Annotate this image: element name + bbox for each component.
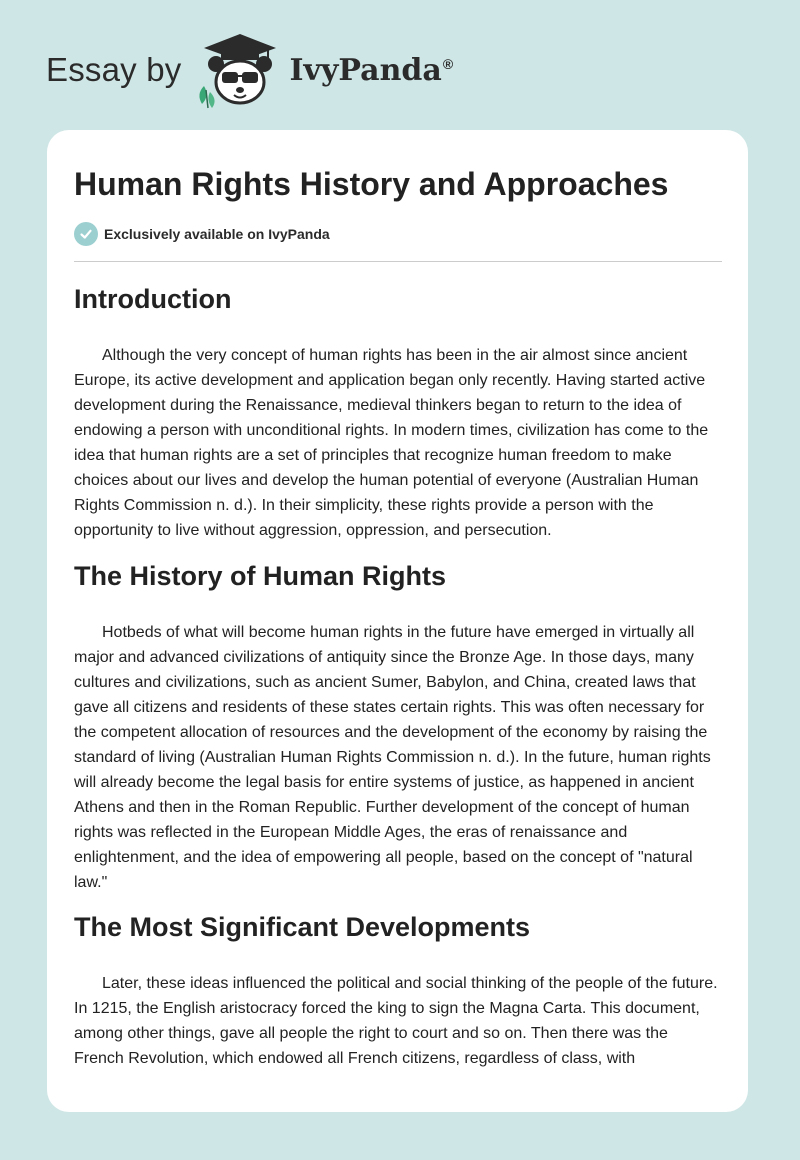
exclusive-label: Exclusively available on IvyPanda xyxy=(104,226,330,242)
section-heading-developments: The Most Significant Developments xyxy=(74,912,531,942)
exclusive-badge xyxy=(74,222,330,246)
section-paragraph-developments: Later, these ideas influenced the political and social thinking of the people of the future. In 1215, the English aristocracy forced the king to sign the Magna Carta. This document, among other things, gave all people the right to court and so on. Then there was the French Revolution, which endowed all French citizens, regardless of class, with xyxy=(74,975,718,1067)
panda-logo-icon[interactable] xyxy=(194,30,286,110)
page-title: Human Rights History and Approaches xyxy=(74,166,669,202)
brand-header xyxy=(46,30,453,110)
brand-prefix: Essay by xyxy=(46,51,182,88)
registered-mark: ® xyxy=(442,55,454,72)
section-heading-introduction: Introduction xyxy=(74,284,232,314)
section-paragraph-history: Hotbeds of what will become human rights in the future have emerged in virtually all major and advanced civilizations of antiquity since the Bronze Age. In those days, many cultures and civilizations, such as ancient Sumer, Babylon, and China, created laws that gave all citizens and residents of these states certain rights. This was often necessary for the competent allocation of resources and the development of the economy by raising the standard of living (Australian Human Rights Commission n. d.). In the future, human rights will already become the legal basis for entire systems of justice, as happened in ancient Athens and then in the Roman Republic. Further development of the concept of human rights was reflected in the European Middle Ages, the eras of renaissance and enlightenment, and the idea of empowering all people, based on the concept of "natural law." xyxy=(74,624,711,891)
check-icon xyxy=(74,222,98,246)
brand-name[interactable]: IvyPanda® xyxy=(289,52,454,88)
title-divider xyxy=(74,261,722,262)
section-paragraph-introduction: Although the very concept of human rights has been in the air almost since ancient Europe, its active development and application began only recently. Having started active development during the Renaissance, medieval thinkers began to return to the idea of endowing a person with unconditional rights. In modern times, civilization has come to the idea that human rights are a set of principles that recognize human freedom to make choices about our lives and develop the human potential of everyone (Australian Human Rights Commission n. d.). In their simplicity, these rights provide a person with the opportunity to live without aggression, oppression, and persecution. xyxy=(74,347,709,539)
section-heading-history: The History of Human Rights xyxy=(74,561,447,591)
essay-card xyxy=(47,130,748,1112)
